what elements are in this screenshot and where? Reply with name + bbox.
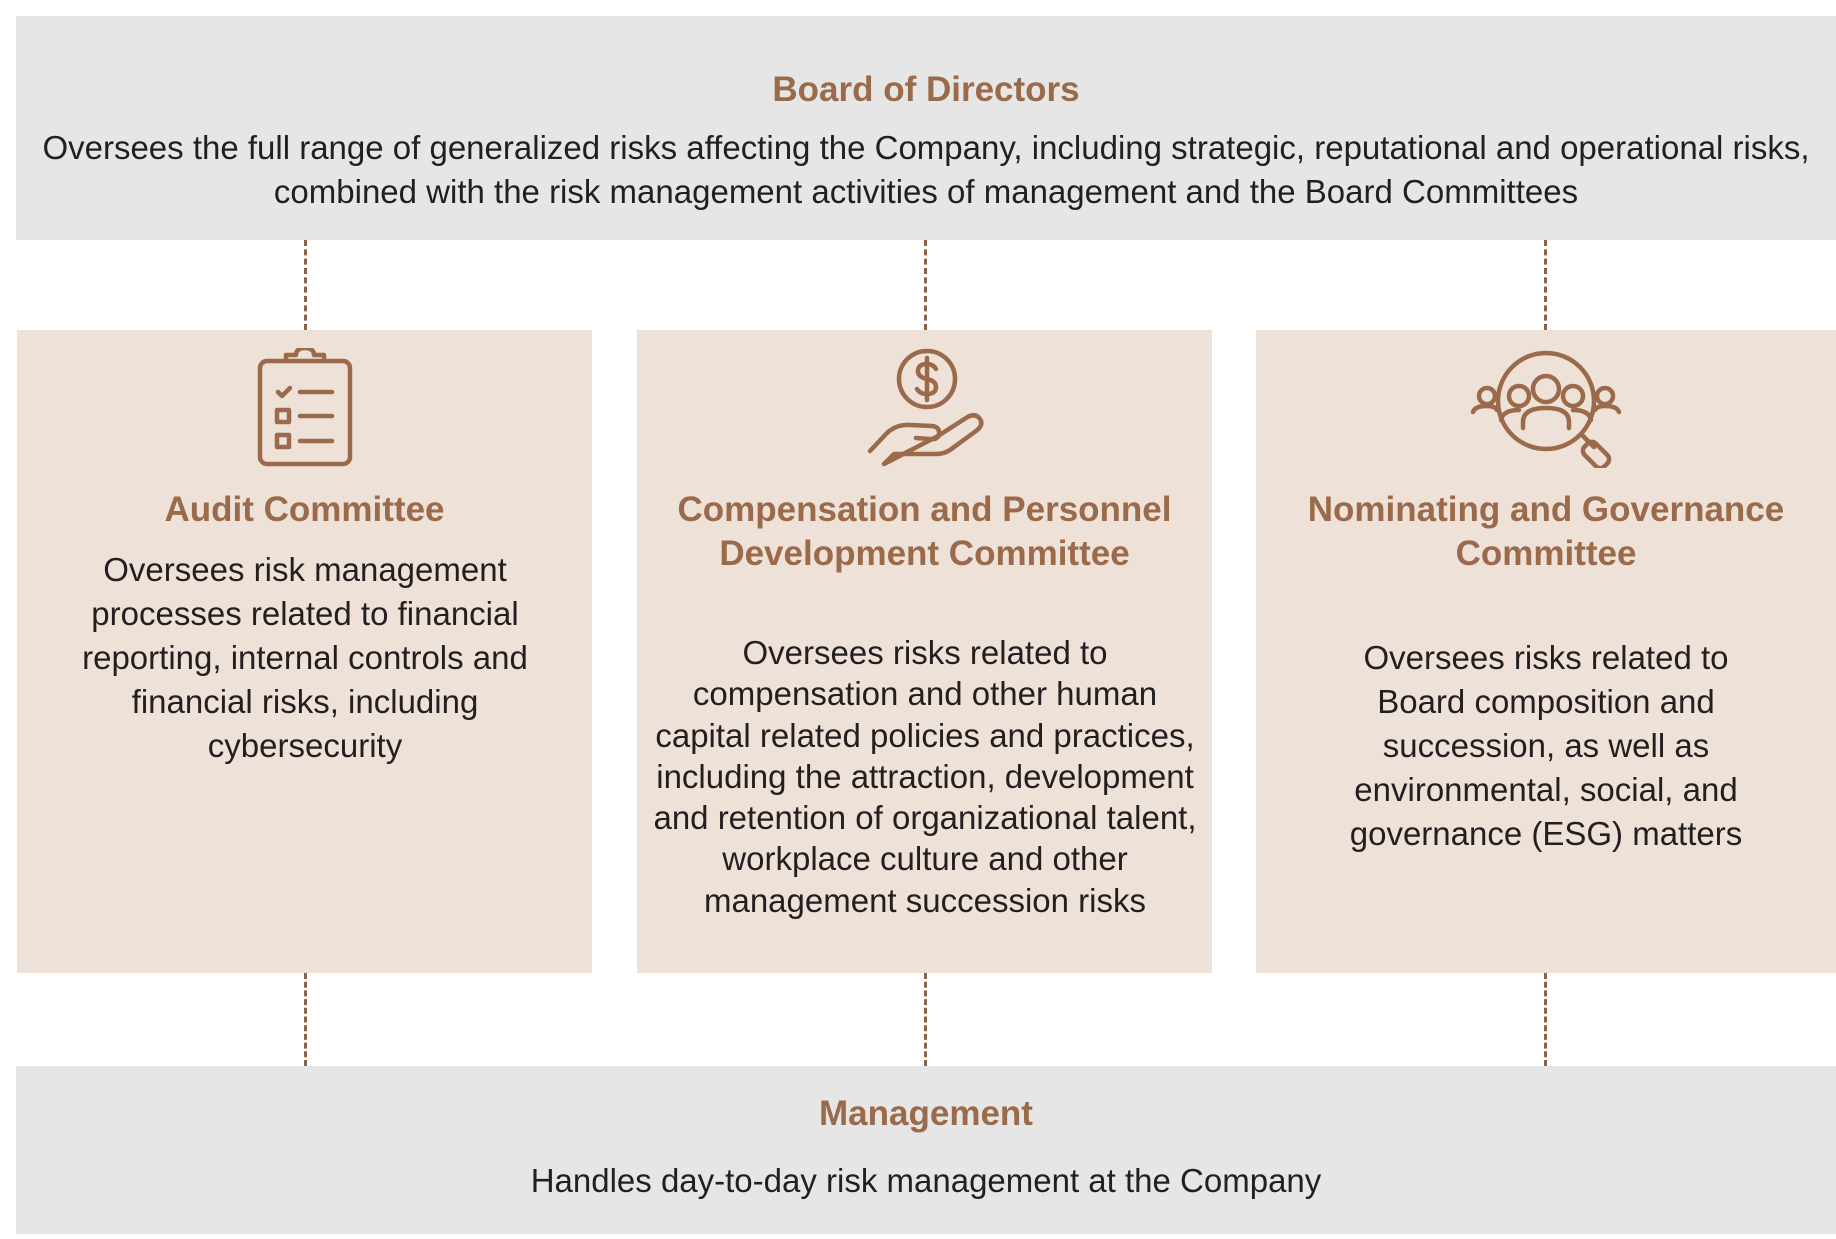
management-title: Management xyxy=(819,1094,1033,1133)
board-description: Oversees the full range of generalized risks affecting the Company, including strategic, reputational and operational risks, combined with the risk management activities of management and the Board Committees xyxy=(42,129,1810,210)
people-magnifier-icon xyxy=(1461,348,1631,468)
connector-board-nominating xyxy=(1544,240,1547,330)
compensation-committee-description: Oversees risks related to compensation and other human capital related policies and practices, including the attraction, development and retention of organizational talent, workplace culture and other management succession risks xyxy=(653,634,1197,919)
management-description: Handles day-to-day risk management at the Company xyxy=(530,1162,1322,1199)
connector-audit-management xyxy=(304,973,307,1066)
connector-nominating-management xyxy=(1544,973,1547,1066)
connector-board-compensation xyxy=(924,240,927,330)
clipboard-checklist-icon xyxy=(220,348,390,468)
hand-dollar-icon xyxy=(840,348,1010,468)
board-title: Board of Directors xyxy=(772,70,1080,109)
compensation-committee-title: Compensation and Personnel Development Committee xyxy=(677,490,1172,573)
compensation-committee-box xyxy=(637,330,1212,973)
nominating-committee-box xyxy=(1256,330,1836,973)
connector-compensation-management xyxy=(924,973,927,1066)
audit-committee-description: Oversees risk management processes related to financial reporting, internal controls and financial risks, including cybersecurity xyxy=(82,551,528,764)
connector-board-audit xyxy=(304,240,307,330)
board-of-directors-band xyxy=(16,16,1836,240)
nominating-committee-title: Nominating and Governance Committee xyxy=(1307,490,1785,573)
audit-committee-box xyxy=(17,330,592,973)
audit-committee-title: Audit Committee xyxy=(164,490,445,529)
nominating-committee-description: Oversees risks related to Board composition and succession, as well as environmental, social, and governance (ESG) matters xyxy=(1349,639,1743,852)
management-band xyxy=(16,1066,1836,1234)
